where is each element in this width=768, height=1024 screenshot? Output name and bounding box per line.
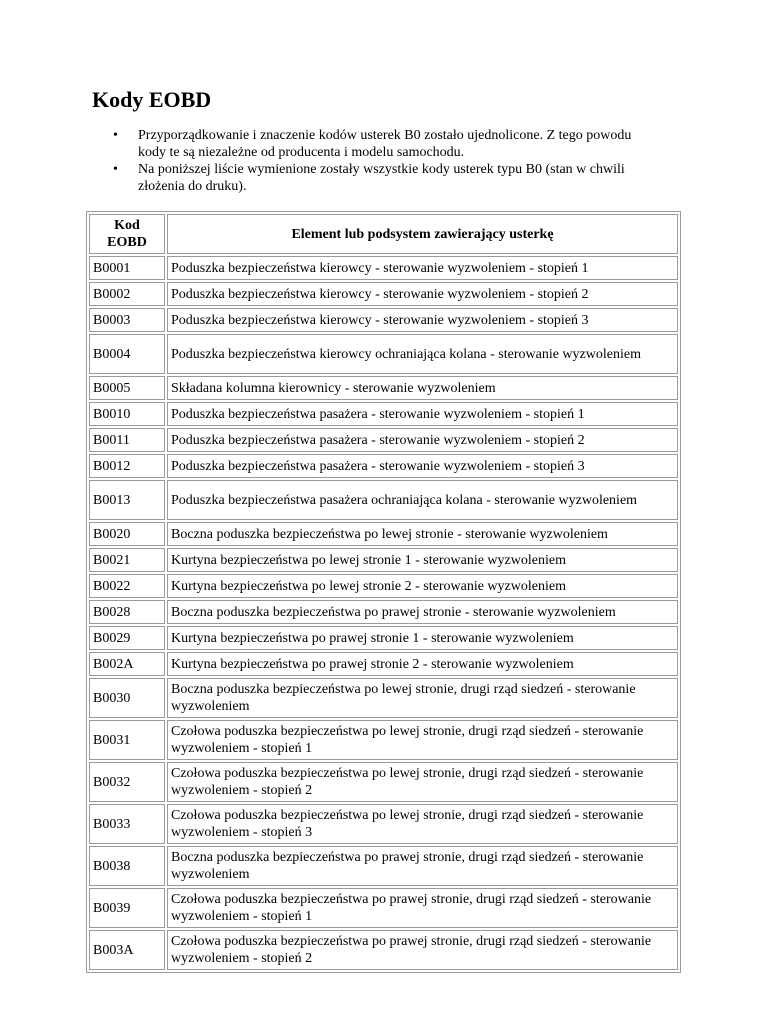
description-cell: Kurtyna bezpieczeństwa po prawej stronie 2 - sterowanie wyzwoleniem (167, 652, 678, 676)
code-cell: B0028 (89, 600, 165, 624)
table-row (89, 522, 678, 546)
table-row (89, 548, 678, 572)
table-row (89, 256, 678, 280)
table-row (89, 600, 678, 624)
code-cell: B0001 (89, 256, 165, 280)
code-cell: B0029 (89, 626, 165, 650)
description-cell: Czołowa poduszka bezpieczeństwa po lewej stronie, drugi rząd siedzeń - sterowanie wyzwoleniem - stopień 1 (167, 720, 678, 760)
table-row (89, 626, 678, 650)
table-header-row (89, 214, 678, 254)
bullet-icon: • (113, 162, 118, 177)
description-cell: Poduszka bezpieczeństwa pasażera - sterowanie wyzwoleniem - stopień 1 (167, 402, 678, 426)
table-row (89, 804, 678, 844)
code-cell: B0022 (89, 574, 165, 598)
description-cell: Poduszka bezpieczeństwa pasażera ochraniająca kolana - sterowanie wyzwoleniem (167, 480, 678, 520)
description-cell: Kurtyna bezpieczeństwa po lewej stronie 1 - sterowanie wyzwoleniem (167, 548, 678, 572)
description-cell: Składana kolumna kierownicy - sterowanie wyzwoleniem (167, 376, 678, 400)
code-cell: B0012 (89, 454, 165, 478)
table-row (89, 720, 678, 760)
description-cell: Poduszka bezpieczeństwa kierowcy - sterowanie wyzwoleniem - stopień 3 (167, 308, 678, 332)
table-row (89, 678, 678, 718)
code-cell: B0038 (89, 846, 165, 886)
description-cell: Poduszka bezpieczeństwa kierowcy - sterowanie wyzwoleniem - stopień 2 (167, 282, 678, 306)
table-row (89, 454, 678, 478)
header-code: Kod EOBD (89, 214, 165, 254)
code-cell: B0013 (89, 480, 165, 520)
table-row (89, 402, 678, 426)
table-row (89, 308, 678, 332)
description-cell: Boczna poduszka bezpieczeństwa po prawej stronie, drugi rząd siedzeń - sterowanie wyzwoleniem (167, 846, 678, 886)
code-cell: B0033 (89, 804, 165, 844)
description-cell: Czołowa poduszka bezpieczeństwa po prawej stronie, drugi rząd siedzeń - sterowanie wyzwoleniem - stopień 2 (167, 930, 678, 970)
table-row (89, 574, 678, 598)
description-cell: Czołowa poduszka bezpieczeństwa po prawej stronie, drugi rząd siedzeń - sterowanie wyzwoleniem - stopień 1 (167, 888, 678, 928)
description-cell: Czołowa poduszka bezpieczeństwa po lewej stronie, drugi rząd siedzeń - sterowanie wyzwoleniem - stopień 3 (167, 804, 678, 844)
code-cell: B0021 (89, 548, 165, 572)
code-cell: B0004 (89, 334, 165, 374)
table-row (89, 480, 678, 520)
table-row (89, 428, 678, 452)
code-cell: B0011 (89, 428, 165, 452)
table-row (89, 930, 678, 970)
code-cell: B0020 (89, 522, 165, 546)
code-cell: B002A (89, 652, 165, 676)
code-cell: B0039 (89, 888, 165, 928)
code-cell: B0030 (89, 678, 165, 718)
code-cell: B0005 (89, 376, 165, 400)
table-row (89, 282, 678, 306)
description-cell: Poduszka bezpieczeństwa pasażera - sterowanie wyzwoleniem - stopień 2 (167, 428, 678, 452)
description-cell: Poduszka bezpieczeństwa kierowcy ochraniająca kolana - sterowanie wyzwoleniem (167, 334, 678, 374)
description-cell: Czołowa poduszka bezpieczeństwa po lewej stronie, drugi rząd siedzeń - sterowanie wyzwoleniem - stopień 2 (167, 762, 678, 802)
table-row (89, 652, 678, 676)
table-row (89, 888, 678, 928)
intro-text: Przyporządkowanie i znaczenie kodów usterek B0 zostało ujednolicone. Z tego powodu kody te są niezależne od producenta i modelu samochodu. (138, 128, 632, 160)
description-cell: Boczna poduszka bezpieczeństwa po lewej stronie, drugi rząd siedzeń - sterowanie wyzwoleniem (167, 678, 678, 718)
header-element: Element lub podsystem zawierający usterkę (167, 214, 678, 254)
table-row (89, 762, 678, 802)
bullet-icon: • (113, 128, 118, 143)
intro-item (92, 127, 652, 161)
code-cell: B003A (89, 930, 165, 970)
description-cell: Boczna poduszka bezpieczeństwa po lewej stronie - sterowanie wyzwoleniem (167, 522, 678, 546)
description-cell: Poduszka bezpieczeństwa pasażera - sterowanie wyzwoleniem - stopień 3 (167, 454, 678, 478)
description-cell: Boczna poduszka bezpieczeństwa po prawej stronie - sterowanie wyzwoleniem (167, 600, 678, 624)
code-cell: B0010 (89, 402, 165, 426)
codes-table (86, 211, 681, 973)
code-cell: B0032 (89, 762, 165, 802)
intro-item (92, 161, 652, 195)
intro-text: Na poniższej liście wymienione zostały wszystkie kody usterek typu B0 (stan w chwili złożenia do druku). (138, 162, 625, 194)
table-row (89, 846, 678, 886)
page-title: Kody EOBD (92, 87, 212, 112)
description-cell: Poduszka bezpieczeństwa kierowcy - sterowanie wyzwoleniem - stopień 1 (167, 256, 678, 280)
table-row (89, 376, 678, 400)
intro-list (92, 127, 652, 195)
code-cell: B0031 (89, 720, 165, 760)
table-row (89, 334, 678, 374)
code-cell: B0002 (89, 282, 165, 306)
description-cell: Kurtyna bezpieczeństwa po lewej stronie 2 - sterowanie wyzwoleniem (167, 574, 678, 598)
description-cell: Kurtyna bezpieczeństwa po prawej stronie 1 - sterowanie wyzwoleniem (167, 626, 678, 650)
code-cell: B0003 (89, 308, 165, 332)
